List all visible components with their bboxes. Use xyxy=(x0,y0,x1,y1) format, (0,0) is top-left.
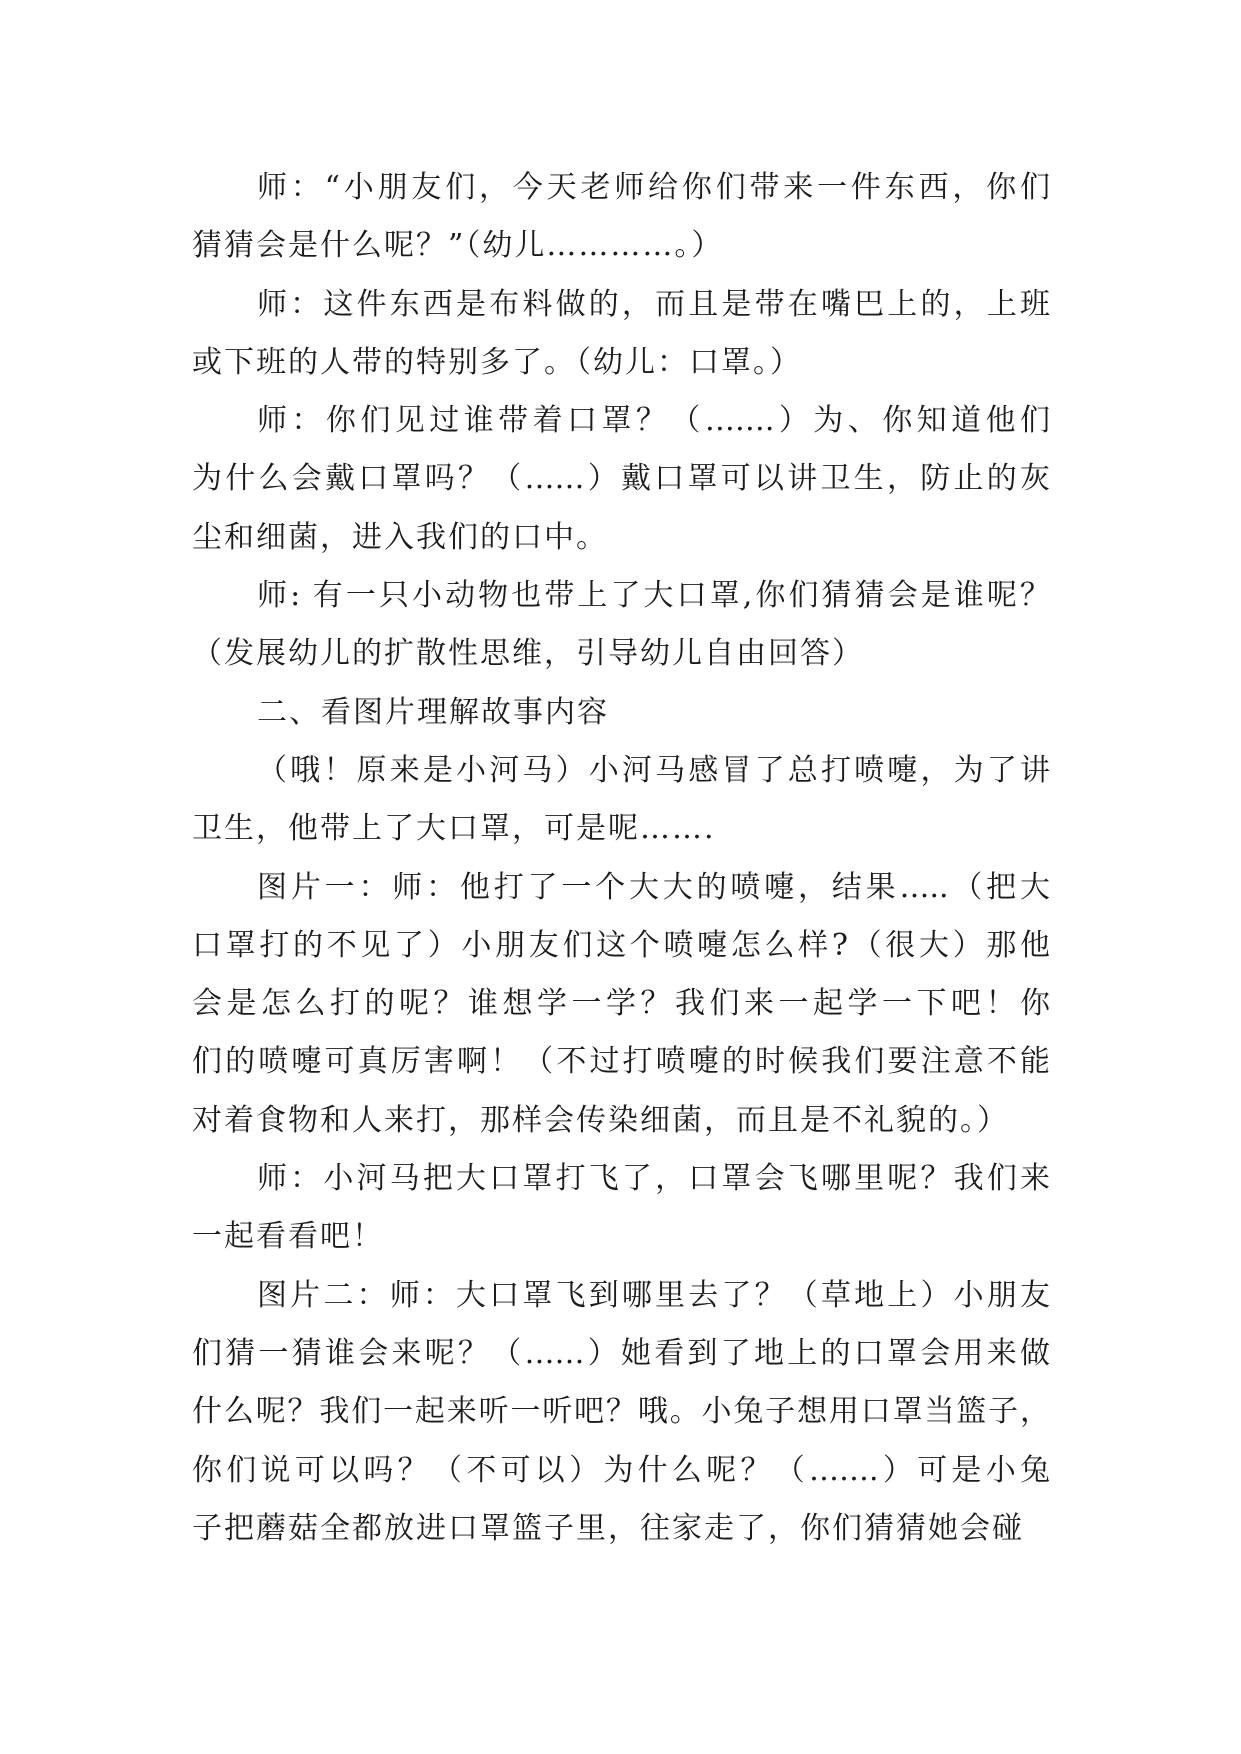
paragraph xyxy=(192,1267,1050,1558)
text-line: 会是怎么打的呢？谁想学一学？我们来一起学一下吧！你 xyxy=(192,986,1050,1022)
text-line: 什么呢？我们一起来听一听吧？哦。小兔子想用口罩当篮子， xyxy=(192,1394,1050,1430)
paragraph xyxy=(192,276,1050,393)
text-line: 尘和细菌，进入我们的口中。 xyxy=(192,519,608,555)
paragraph xyxy=(192,392,1050,567)
text-line: 师：你们见过谁带着口罩？（…….）为、你知道他们 xyxy=(257,403,1050,439)
text-line: 师：这件东西是布料做的，而且是带在嘴巴上的，上班 xyxy=(257,286,1050,322)
paragraph xyxy=(192,159,1050,276)
text-line: （哦！原来是小河马）小河马感冒了总打喷嚏，为了讲 xyxy=(257,752,1050,788)
text-line: 子把蘑菇全都放进口罩篮子里，往家走了，你们猜猜她会碰 xyxy=(192,1510,1024,1546)
text-line: 师：小河马把大口罩打飞了，口罩会飞哪里呢？我们来 xyxy=(257,1161,1050,1197)
paragraph xyxy=(192,567,1050,684)
text-line: 师: 有一只小动物也带上了大口罩,你们猜猜会是谁呢？ xyxy=(257,578,1050,614)
paragraph xyxy=(192,859,1050,1150)
text-line: 你们说可以吗？（不可以）为什么呢？（…….）可是小兔 xyxy=(192,1452,1050,1488)
paragraph xyxy=(192,684,1050,742)
text-line: 对着食物和人来打，那样会传染细菌，而且是不礼貌的。） xyxy=(192,1102,1009,1138)
text-line: 一起看看吧！ xyxy=(192,1219,384,1255)
text-line: 二、看图片理解故事内容 xyxy=(257,694,609,730)
text-line: （发展幼儿的扩散性思维，引导幼儿自由回答） xyxy=(192,636,864,672)
text-line: 为什么会戴口罩吗？（……）戴口罩可以讲卫生，防止的灰 xyxy=(192,461,1050,497)
text-line: 们猜一猜谁会来呢？（……）她看到了地上的口罩会用来做 xyxy=(192,1335,1050,1371)
text-line: 师：“小朋友们，今天老师给你们带来一件东西，你们 xyxy=(257,170,1050,205)
paragraph xyxy=(192,742,1050,859)
text-line: 图片二：师：大口罩飞到哪里去了？（草地上）小朋友 xyxy=(257,1277,1050,1313)
text-line: 或下班的人带的特别多了。（幼儿：口罩。） xyxy=(192,344,802,380)
text-line: 图片一：师：他打了一个大大的喷嚏，结果…..（把大 xyxy=(257,869,1050,905)
document-body xyxy=(192,159,1050,1558)
text-line: 猜猜会是什么呢？”（幼儿…………。） xyxy=(192,228,724,264)
text-line: 们的喷嚏可真厉害啊！（不过打喷嚏的时候我们要注意不能 xyxy=(192,1044,1050,1080)
text-line: 卫生，他带上了大口罩，可是呢……. xyxy=(192,811,716,847)
text-line: 口罩打的不见了）小朋友们这个喷嚏怎么样?（很大）那他 xyxy=(192,927,1050,963)
paragraph xyxy=(192,1150,1050,1267)
